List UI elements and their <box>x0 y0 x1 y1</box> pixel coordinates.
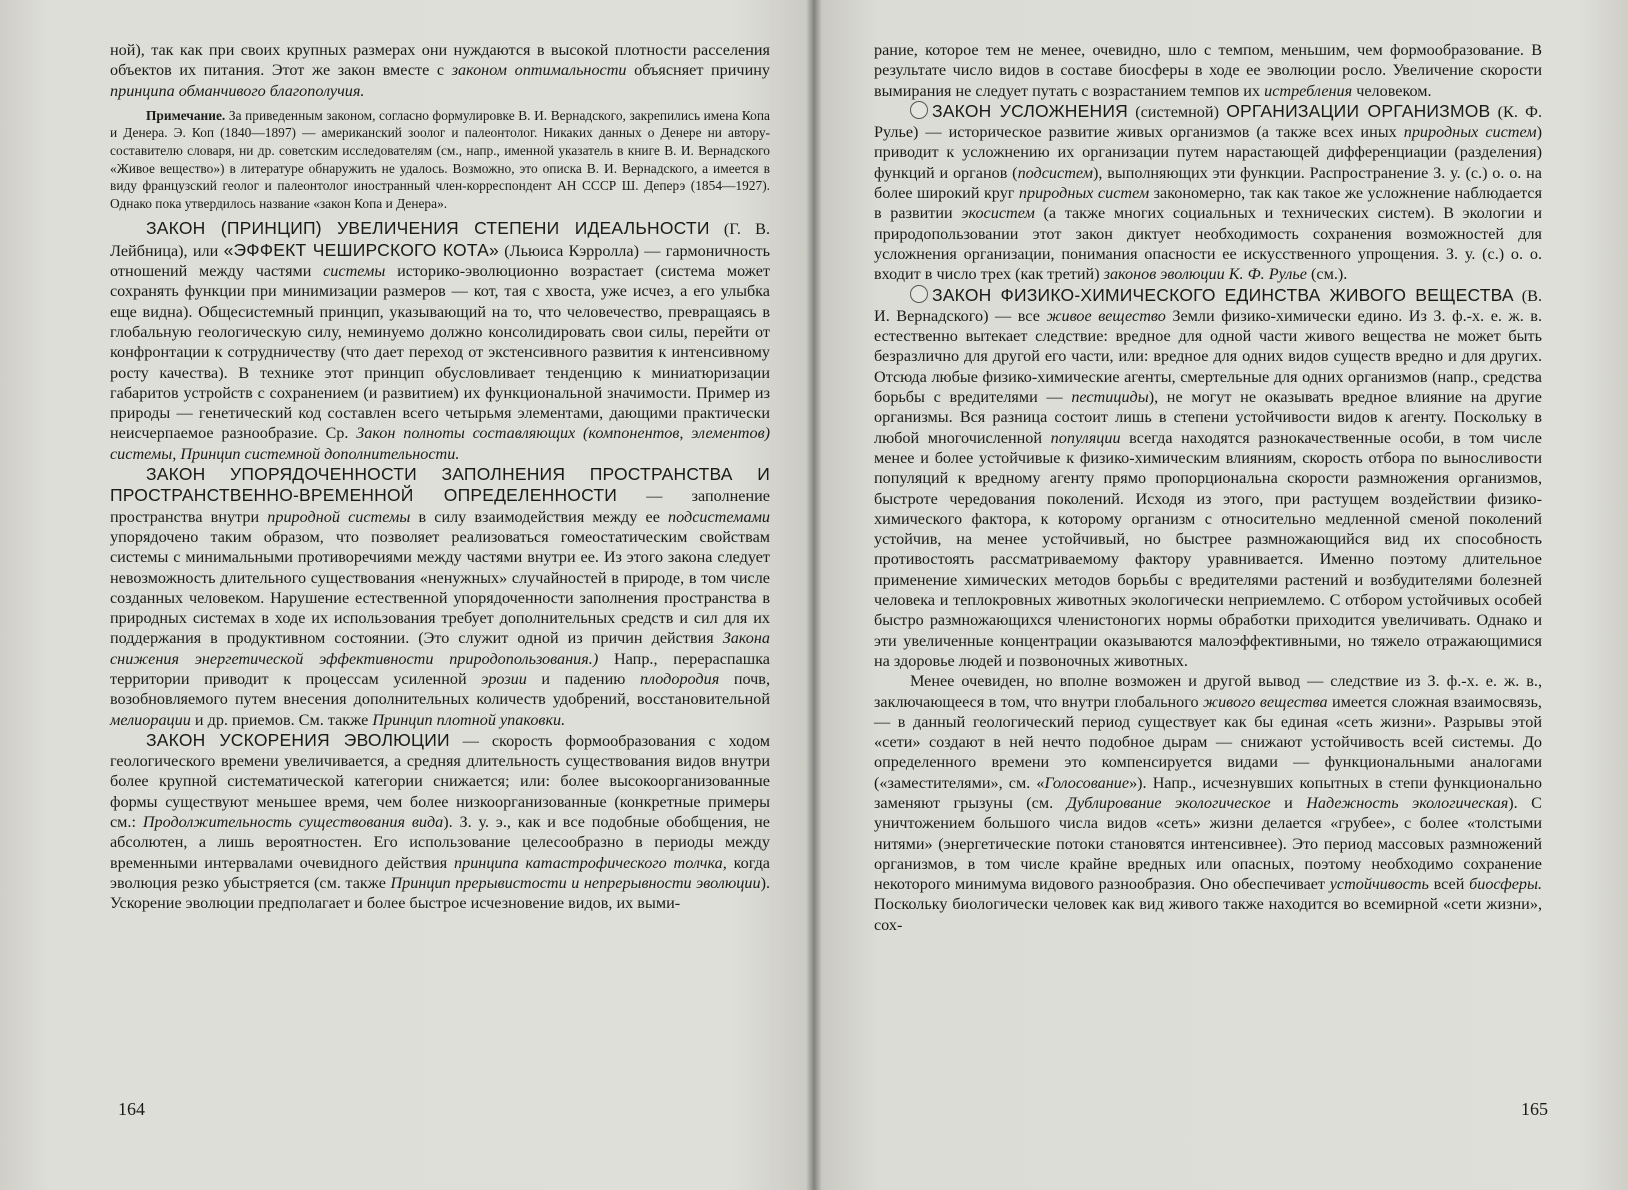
entry-idealnost: ЗАКОН (ПРИНЦИП) УВЕЛИЧЕНИЯ СТЕПЕНИ ИДЕАЛЬНОСТИ (Г. В. Лейбница), или «ЭФФЕКТ ЧЕШИРСКОГО КОТА» (Льюиса Кэрролла) — гармоничность отношений между частями системы историко-эволюционно возрастает (система может сохранять функции при минимизации размеров — кот, тая с хвоста, уже исчез, а его улыбка еще видна). Общесистемный принцип, указывающий на то, что человечество, превращаясь в глобальную геологическую силу, неминуемо должно консолидировать свои силы, перейти от конфронтации к сотрудничеству (что дает переход от экстенсивного развития к интенсивному росту качества). В технике этот принцип обусловливает тенденцию к миниатюризации габаритов устройств с сохранением (и развитием) их функциональной значимости. Пример из природы — генетический код составлен всего четырьмя элементами, дающими практически неисчерпаемое разнообразие. Ср. Закон полноты составляющих (компонентов, элементов) системы, Принцип системной дополнительности. <box>110 218 771 463</box>
right-page <box>814 0 1628 1190</box>
left-para-continuation: ной), так как при своих крупных размерах они нуждаются в высокой плотности расселения объектов их питания. Этот же закон вместе с законом оптимальности объясняет причину принципа обманчивого благополучия. <box>110 41 770 100</box>
note-label: Примечание. <box>146 107 226 123</box>
entry-heading: ЗАКОН (ПРИНЦИП) УВЕЛИЧЕНИЯ СТЕПЕНИ ИДЕАЛЬНОСТИ <box>146 218 710 239</box>
bookmark-circle-icon <box>910 285 928 303</box>
entry-heading: ЗАКОН УСЛОЖНЕНИЯ <box>932 100 1128 121</box>
book-gutter <box>806 0 822 1190</box>
left-text-column <box>110 40 770 914</box>
right-para-continuation: рание, которое тем не менее, очевидно, шло с темпом, меньшим, чем формообразование. В результате число видов в составе биосферы в ходе ее эволюции росло. Увеличение скорости вымирания не следует путать с возрастанием темпов их истребления человеком. <box>874 41 1542 100</box>
entry-heading: ЗАКОН ФИЗИКО-ХИМИЧЕСКОГО ЕДИНСТВА ЖИВОГО ВЕЩЕСТВА <box>932 284 1514 305</box>
entry-uslozhnenie: ЗАКОН УСЛОЖНЕНИЯ (системной) ОРГАНИЗАЦИИ ОРГАНИЗМОВ (К. Ф. Рулье) — историческое развитие живых организмов (а также всех иных природных систем) приводит к усложнению их организации путем нарастающей дифференциации (разделения) функций и органов (подсистем), выполняющих эти функции. Распространение З. у. (с.) о. о. на более широкий круг природных систем закономерно, так как такое же усложнение наблюдается в развитии экосистем (а также многих социальных и технических систем). В экологии и природопользовании этот закон диктует необходимость сохранения возможностей для усложнения организации, понимания опасности ее искусственного упрощения. З. у. (с.) о. о. входит в число трех (как третий) законов эволюции К. Ф. Рулье (см.). <box>874 100 1543 284</box>
bookmark-circle-icon <box>910 101 928 119</box>
entry-uskorenie-evolyucii: ЗАКОН УСКОРЕНИЯ ЭВОЛЮЦИИ — скорость формообразования с ходом геологического времени увеличивается, а средняя длительность существования видов внутри более крупной систематической категории снижается; или: более высокоорганизованные формы существуют меньшее время, чем более низкоорганизованные (конкретные примеры см.: Продолжительность существования вида). З. у. э., как и все подобные обобщения, не абсолютен, а лишь вероятностен. Его использование целесообразно в периоды между временными интервалами очевидного действия принципа катастрофического толчка, когда эволюция резко убыстряется (см. также Принцип прерывистости и непрерывности эволюции). Ускорение эволюции предполагает и более быстрое исчезновение видов, их выми- <box>110 729 770 913</box>
right-text-column <box>874 40 1542 935</box>
para-set-zhizni: Менее очевиден, но вполне возможен и другой вывод — следствие из З. ф.-х. е. ж. в., заключающееся в том, что внутри глобального живого вещества имеется сложная взаимосвязь,— в данный геологический период существует как бы единая «сеть жизни». Разрывы этой «сети» создают в ней нечто подобное дырам — снижают устойчивость всей системы. До определенного времени это компенсируется видами — функциональными аналогами («заместителями», см. «Голосование»). Напр., исчезнувших копытных в степи функционально заменяют грызуны (см. Дублирование экологическое и Надежность экологическая). С уничтожением большого числа видов «сеть» жизни делается «грубее», с более «толстыми нитями» (энергетические потоки становятся интенсивнее). Это период массовых размножений организмов, в том числе крайне вредных или опасных, поэтому необходимо сохранение некоторого минимума видового разнообразия. Оно обеспечивает устойчивость всей биосферы. Поскольку биологически человек как вид живого также находится во всемирной «сети жизни», сох- <box>874 672 1542 934</box>
note-block: Примечание. За приведенным законом, согласно формулировке В. И. Вернадского, закрепились имена Копа и Денера. Э. Коп (1840—1897) — американский зоолог и палеонтолог. Никаких данных о Денере ни автору-составителю словаря, ни др. советским исследователям (см., напр., именной указатель в книге В. И. Вернадского «Живое вещество») в литературе обнаружить не удалось. Возможно, это описка В. И. Вернадского, а имеется в виду французский геолог и палеонтолог иностранный член-корреспондент АН СССР Ш. Деперэ (1854—1927). Однако пока утвердилось название «закон Копа и Денера». <box>110 107 770 211</box>
page-number: 164 <box>118 1099 145 1119</box>
entry-heading: ЗАКОН УПОРЯДОЧЕННОСТИ ЗАПОЛНЕНИЯ ПРОСТРАНСТВА И ПРОСТРАНСТВЕННО-ВРЕМЕННОЙ ОПРЕДЕЛЕННОСТИ <box>110 464 770 506</box>
page-number: 165 <box>1521 1099 1548 1119</box>
entry-uporyadochennost: ЗАКОН УПОРЯДОЧЕННОСТИ ЗАПОЛНЕНИЯ ПРОСТРАНСТВА И ПРОСТРАНСТВЕННО-ВРЕМЕННОЙ ОПРЕДЕЛЕННОСТИ — заполнение пространства внутри природной системы в силу взаимодействия между ее подсистемами упорядочено таким образом, что позволяет реализоваться гомеостатическим свойствам системы с минимальными противоречиями между частями внутри ее. Из этого закона следует невозможность длительного существования «ненужных» случайностей в природе, в том числе созданных человеком. Нарушение естественной упорядоченности заполнения пространства в природных системах в ходе их использования требует дополнительных средств и сил для их поддержания в продуктивном состоянии. (Это служит одной из причин действия Закона снижения энергетической эффективности природопользования.) Напр., перераспашка территории приводит к процессам усиленной эрозии и падению плодородия почв, возобновляемого путем внесения дополнительных количеств удобрений, восстановительной мелиорации и др. приемов. См. также Принцип плотной упаковки. <box>110 464 770 729</box>
entry-fiziko-himicheskoe-edinstvo: ЗАКОН ФИЗИКО-ХИМИЧЕСКОГО ЕДИНСТВА ЖИВОГО ВЕЩЕСТВА (В. И. Вернадского) — все живое вещество Земли физико-химически едино. Из З. ф.-х. е. ж. в. естественно вытекает следствие: вредное для одной части живого вещества не может быть безразлично для другой его части, или: вредное для одних видов существ вредно и для других. Отсюда любые физико-химические агенты, смертельные для одних организмов (напр., средства борьбы с вредителями — пестициды), не могут не оказывать вредное влияние на другие организмы. Вся разница состоит лишь в степени устойчивости видов к агенту. Поскольку в любой многочисленной популяции всегда находятся разнокачественные особи, в том числе менее и более устойчивые к физико-химическим влияниям, скорость отбора по выносливости популяций к вредному агенту прямо пропорциональна скорости размножения организмов, быстроте чередования поколений. Исходя из этого, при растущем воздействии физико-химического фактора, к которому организм с относительно медленной сменой поколений устойчив, на менее устойчивый, но быстрее размножающийся вид их способность противостоять рассматриваемому фактору уравнивается. Именно поэтому длительное применение химических методов борьбы с вредителями растений и возбудителями болезней человека и теплокровных животных экологически неприемлемо. С отбором устойчивых особей быстро размножающихся членистоногих нормы обработки приходится увеличивать. Однако и эти увеличенные концентрации оказываются малоэффективными, но тяжело отражающимися на здоровье людей и позвоночных животных. <box>874 284 1542 670</box>
entry-heading: ЗАКОН УСКОРЕНИЯ ЭВОЛЮЦИИ <box>146 729 450 750</box>
